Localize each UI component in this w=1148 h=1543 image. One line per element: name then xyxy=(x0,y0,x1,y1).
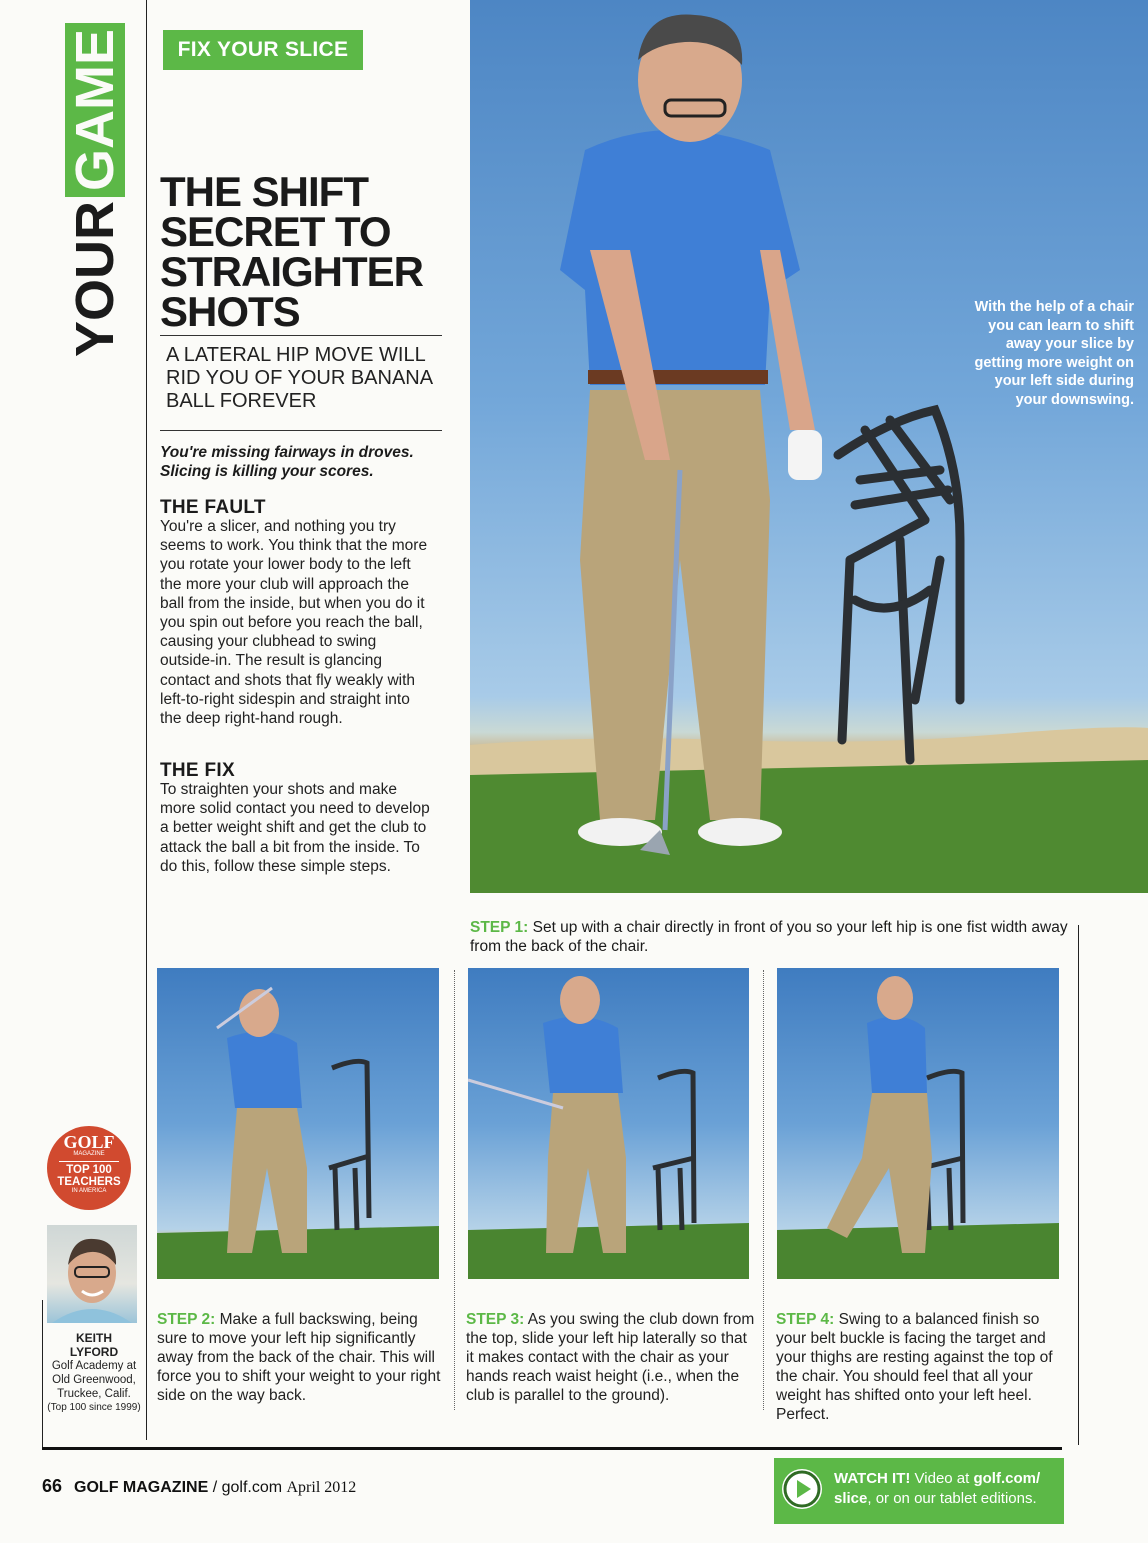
step-divider-1 xyxy=(454,970,456,1410)
author-line4: (Top 100 since 1999) xyxy=(47,1402,141,1413)
bottom-rule xyxy=(42,1447,1062,1450)
author-first-name: KEITH xyxy=(76,1331,112,1345)
main-photo-caption: With the help of a chair you can learn to shift away your slice by getting more weight on your left side during your downswing. xyxy=(974,299,1134,408)
watch-it-promo[interactable] xyxy=(774,1458,1064,1524)
deck: A LATERAL HIP MOVE WILL RID YOU OF YOUR BANANA BALL FOREVER xyxy=(166,344,432,412)
step-4-illustration xyxy=(777,968,1059,1279)
fault-body: You're a slicer, and nothing you try seems to work. You think that the more you rotate your lower body to the left the more your club will approach the ball from the inside, but when you do it you spin out before you reach the ball, causing your clubhead to swing outside-in. The result is glancing contact and shots that fly weakly with left-to-right sidespin and straight into the deep right-hand rough. xyxy=(160,518,428,728)
step-3-text: As you swing the club down from the top, slide your left hip laterally so that it makes contact with the chair as your hands reach waist height (i.e., when the club is parallel to the ground). xyxy=(466,1311,755,1404)
step-4-text: Swing to a balanced finish so your belt buckle is facing the target and your thighs are resting against the top of the chair. You should feel that all your weight has shifted onto your left heel. Perfect. xyxy=(776,1311,1053,1423)
video-link-slice[interactable]: slice xyxy=(834,1490,868,1507)
main-photo-right-rule xyxy=(1078,925,1079,1445)
author-line1: Golf Academy at xyxy=(51,1360,137,1372)
author-line3: Truckee, Calif. xyxy=(57,1388,131,1400)
step-2-illustration xyxy=(157,968,439,1279)
fix-body: To straighten your shots and make more solid contact you need to develop a better weight shift and get the club to attack the ball a bit from the inside. To do this, follow these simple steps. xyxy=(160,781,430,875)
author-last-name: LYFORD xyxy=(69,1345,119,1359)
step-2-caption xyxy=(157,1310,447,1405)
step-1-caption xyxy=(470,918,1070,956)
section-label-your: YOUR xyxy=(65,200,125,358)
video-link[interactable]: golf.com/ xyxy=(973,1470,1041,1487)
left-column-rule xyxy=(146,0,147,1440)
step-4-label: STEP 4: xyxy=(776,1311,835,1328)
magazine-site: / golf.com xyxy=(208,1479,287,1496)
step-divider-2 xyxy=(763,970,765,1410)
fix-heading: THE FIX xyxy=(160,760,235,781)
main-photo-illustration xyxy=(470,0,1148,893)
page-number: 66 xyxy=(42,1476,63,1496)
badge-line1: TOP 100 xyxy=(66,1164,112,1176)
author-portrait-illustration xyxy=(47,1225,137,1323)
step-1-text: Set up with a chair directly in front of you so your left hip is one fist width away from the back of the chair. xyxy=(470,919,1068,955)
fault-heading: THE FAULT xyxy=(160,497,266,518)
main-photo xyxy=(470,0,1148,893)
watch-it-text: WATCH IT! Video at golf.com/ slice, or on our tablet editions. xyxy=(834,1470,1041,1507)
step-2-photo xyxy=(157,968,439,1279)
step-3-label: STEP 3: xyxy=(466,1311,525,1328)
watch-it-label: WATCH IT! xyxy=(834,1470,911,1487)
step-3-photo xyxy=(468,968,749,1279)
headline-rule xyxy=(160,335,442,336)
section-tab: FIX YOUR SLICE xyxy=(163,30,363,70)
section-label-game: GAME xyxy=(65,23,125,197)
headline: THE SHIFT SECRET TO STRAIGHTER SHOTS xyxy=(160,168,423,335)
step-3-caption xyxy=(466,1310,756,1405)
play-icon[interactable] xyxy=(782,1469,822,1509)
magazine-name: GOLF MAGAZINE xyxy=(74,1479,209,1496)
step-4-photo xyxy=(777,968,1059,1279)
intro-text: You're missing fairways in droves. Slicing is killing your scores. xyxy=(160,444,414,480)
top-100-teachers-badge xyxy=(47,1126,131,1210)
badge-line3: IN AMERICA xyxy=(71,1188,107,1194)
step-1-label: STEP 1: xyxy=(470,919,529,936)
section-label xyxy=(60,28,130,358)
author-credit xyxy=(42,1331,146,1415)
author-portrait xyxy=(47,1225,137,1323)
step-4-caption xyxy=(776,1310,1066,1424)
step-2-text: Make a full backswing, being sure to move your left hip significantly away from the back of the chair. This will force you to shift your weight to your right side on the way back. xyxy=(157,1311,441,1404)
badge-logo: GOLF xyxy=(63,1132,115,1152)
badge-line2: TEACHERS xyxy=(57,1176,121,1188)
issue-date: April 2012 xyxy=(286,1479,357,1496)
deck-rule xyxy=(160,430,442,431)
author-line2: Old Greenwood, xyxy=(52,1374,136,1386)
page-folio xyxy=(42,1476,356,1497)
step-3-illustration xyxy=(468,968,749,1279)
step-2-label: STEP 2: xyxy=(157,1311,216,1328)
badge-sub: MAGAZINE xyxy=(73,1151,105,1157)
